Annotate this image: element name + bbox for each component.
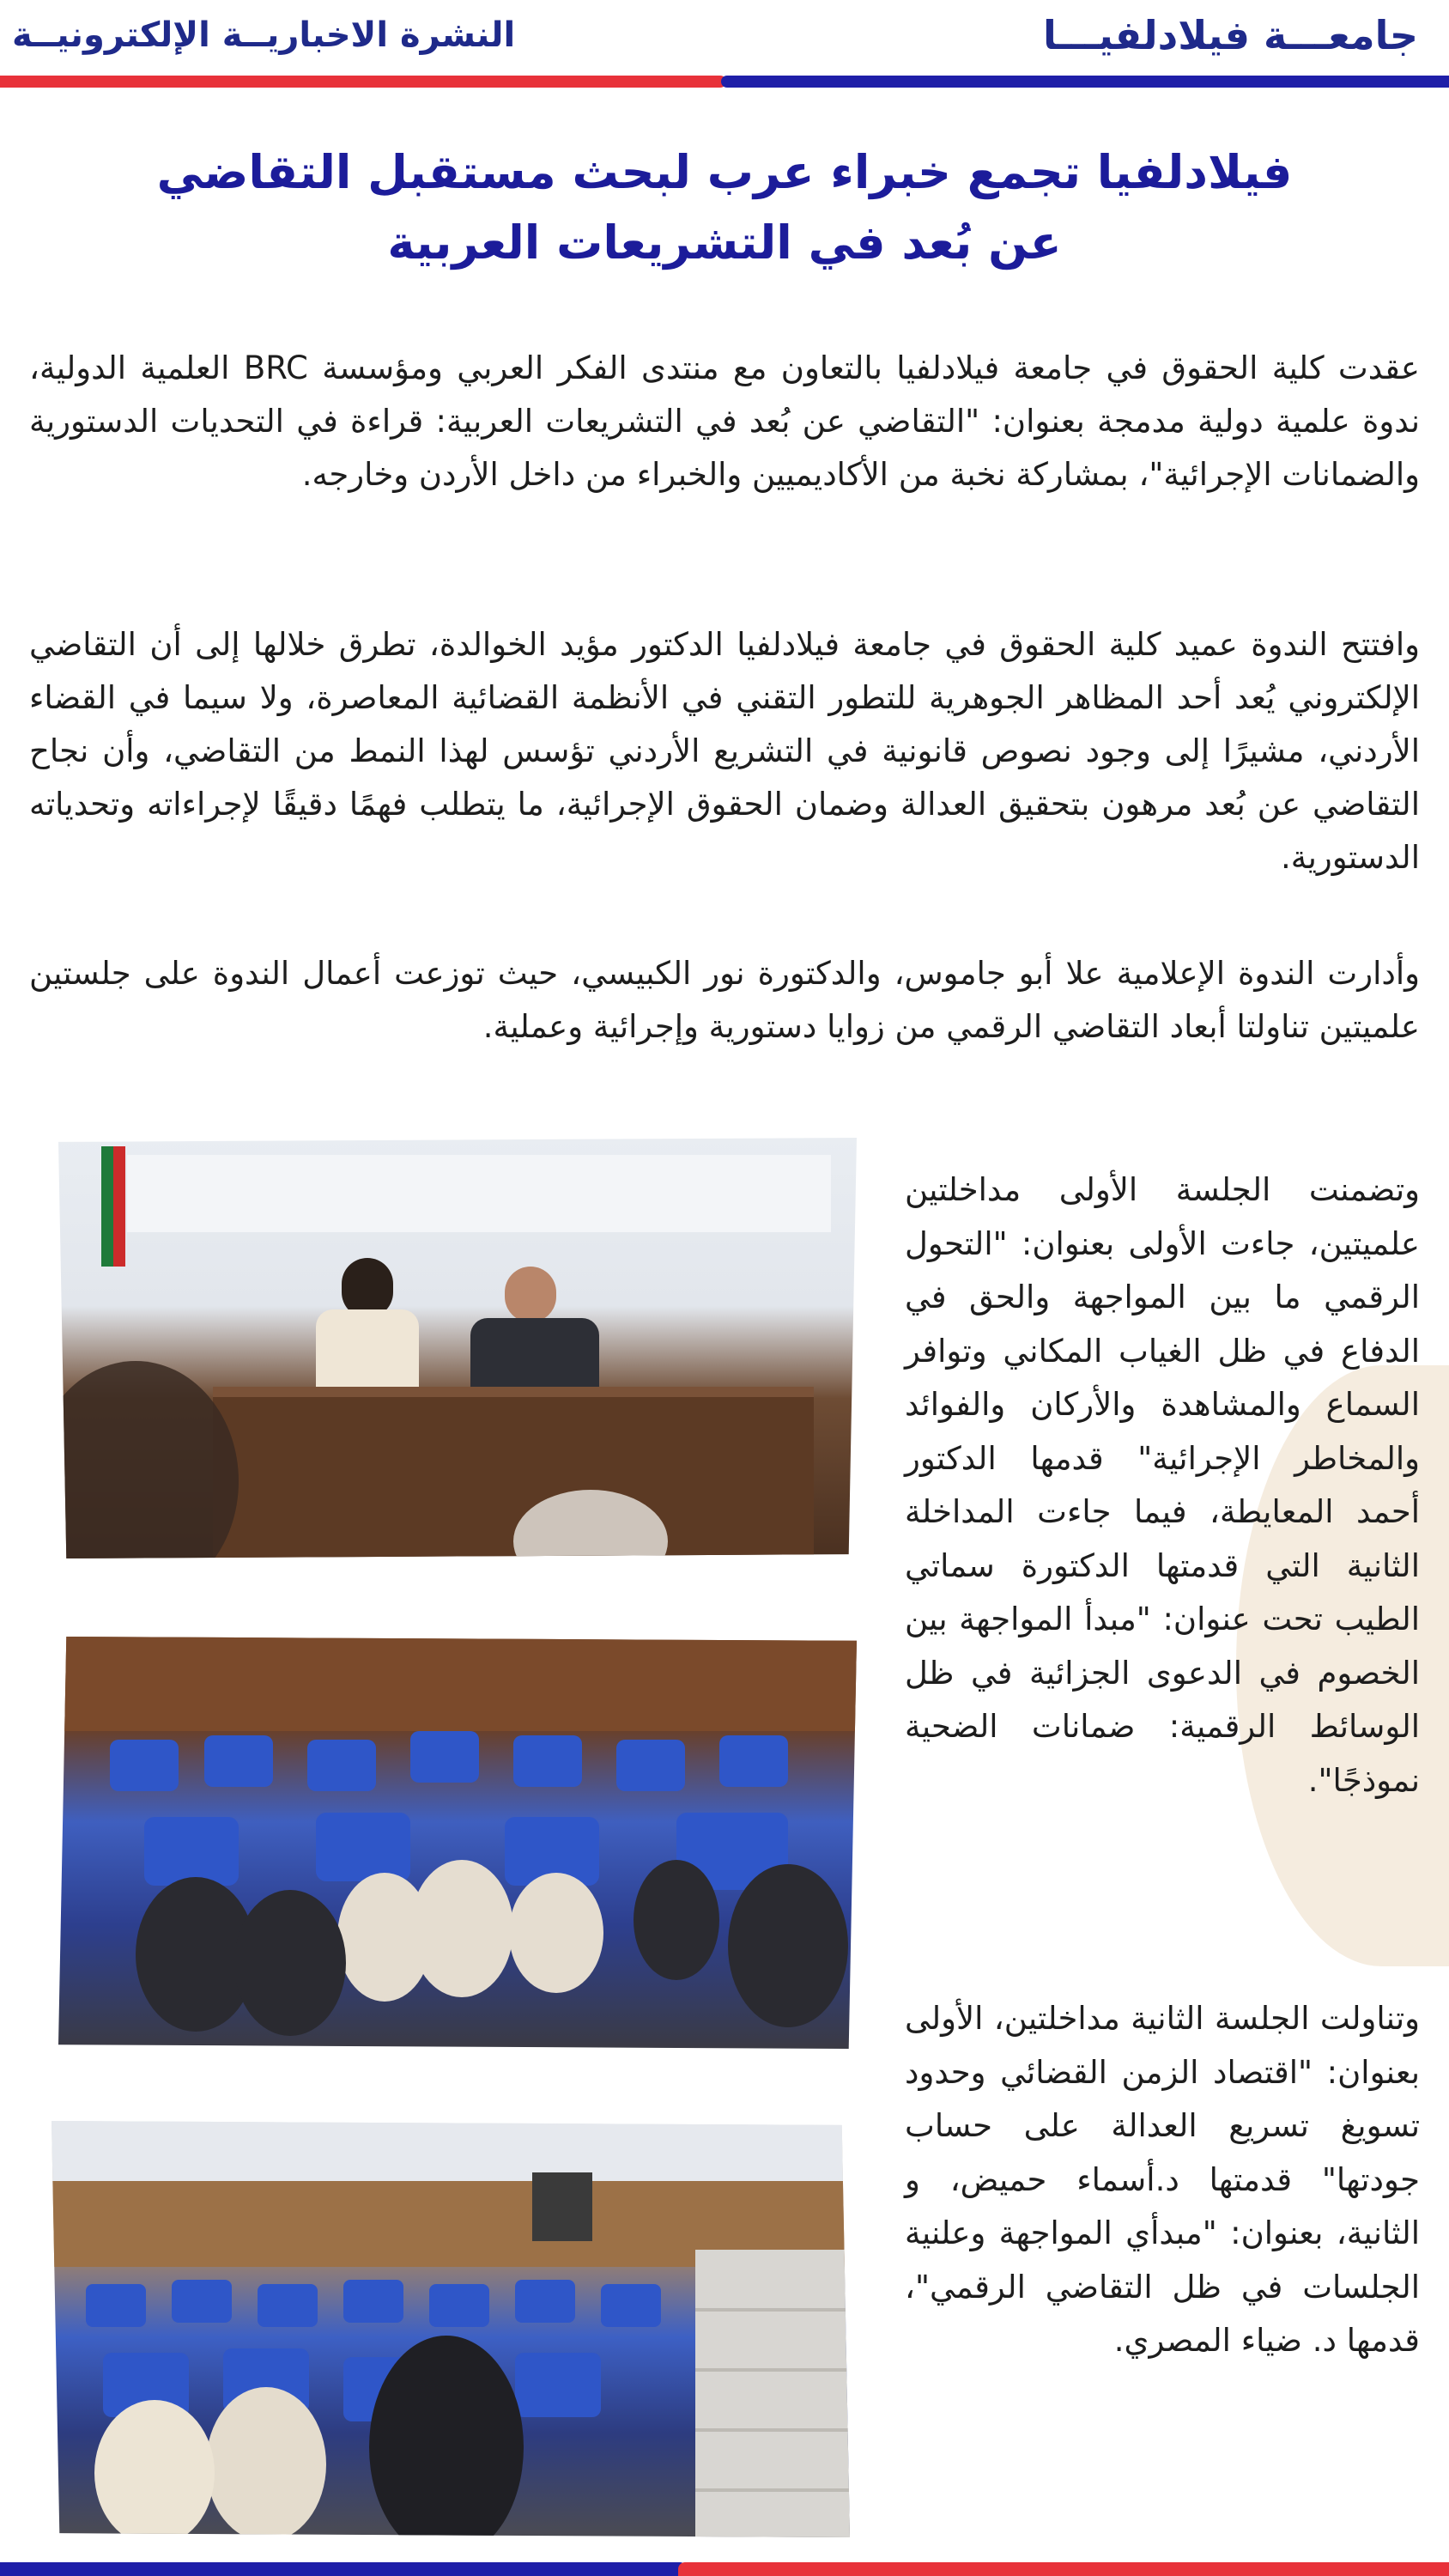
photo-audience-seated <box>58 1637 857 2049</box>
article-paragraph: عقدت كلية الحقوق في جامعة فيلادلفيا بالتعاون مع منتدى الفكر العربي ومؤسسة BRC العلمية الدولية، ندوة علمية دولية مدمجة بعنوان: "التقاضي عن بُعد في التشريعات العربية: قراءة في التحديات الدستورية والضمانات الإجرائية"، بمشاركة نخبة من الأكاديميين والخبراء من داخل الأردن وخارجه. <box>29 349 1420 493</box>
page-header <box>0 0 1449 89</box>
bulletin-name: النشرة الاخباريــة الإلكترونيــة <box>12 15 516 55</box>
session-one-paragraph: وتضمنت الجلسة الأولى مداخلتين علميتين، جاءت الأولى بعنوان: "التحول الرقمي ما بين المواجهة والحق في الدفاع في ظل الغياب المكاني وتوافر السماع والمشاهدة والأركان والفوائد والمخاطر الإجرائية" قدمها الدكتور أحمد المعايطة، فيما جاءت المداخلة الثانية التي قدمتها الدكتورة سماتي الطيب تحت عنوان: "مبدأ المواجهة بين الخصوم في الدعوى الجزائية في ظل الوسائط الرقمية: ضمانات الضحية نموذجًا". <box>905 1171 1420 1799</box>
article-paragraph: وأدارت الندوة الإعلامية علا أبو جاموس، والدكتورة نور الكبيسي، حيث توزعت أعمال الندوة على جلستين علميتين تناولتا أبعاد التقاضي الرقمي من زوايا دستورية وإجرائية وعملية. <box>29 955 1420 1045</box>
header-blue-bar <box>721 76 1449 88</box>
photo-audience-question <box>52 2121 850 2537</box>
article-paragraph: وافتتح الندوة عميد كلية الحقوق في جامعة فيلادلفيا الدكتور مؤيد الخوالدة، تطرق خلالها إلى أن التقاضي الإلكتروني يُعد أحد المظاهر الجوهرية للتطور التقني في الأنظمة القضائية المعاصرة، ولا سيما في القضاء الأردني، مشيرًا إلى وجود نصوص قانونية في التشريع الأردني تؤسس لهذا النمط من التقاضي، وأن نجاح التقاضي عن بُعد مرهون بتحقيق العدالة وضمان الحقوق الإجرائية، ما يتطلب فهمًا دقيقًا لإجراءاته وتحدياته الدستورية. <box>29 626 1420 876</box>
footer-red-bar <box>678 2562 1449 2576</box>
header-red-bar <box>0 76 726 88</box>
article-title: فيلادلفيا تجمع خبراء عرب لبحث مستقبل التقاضي عن بُعد في التشريعات العربية <box>156 145 1293 270</box>
university-name: جامعـــة فيلادلفيـــا <box>1043 12 1418 58</box>
photo-speakers-panel <box>58 1138 857 1558</box>
session-two-paragraph: وتناولت الجلسة الثانية مداخلتين، الأولى بعنوان: "اقتصاد الزمن القضائي وحدود تسويغ تسريع العدالة على حساب جودتها" قدمتها د.أسماء حميض، و الثانية، بعنوان: "مبدأي المواجهة وعلنية الجلسات في ظل التقاضي الرقمي"، قدمها د. ضياء المصري. <box>905 2000 1420 2359</box>
footer-blue-bar <box>0 2562 687 2576</box>
